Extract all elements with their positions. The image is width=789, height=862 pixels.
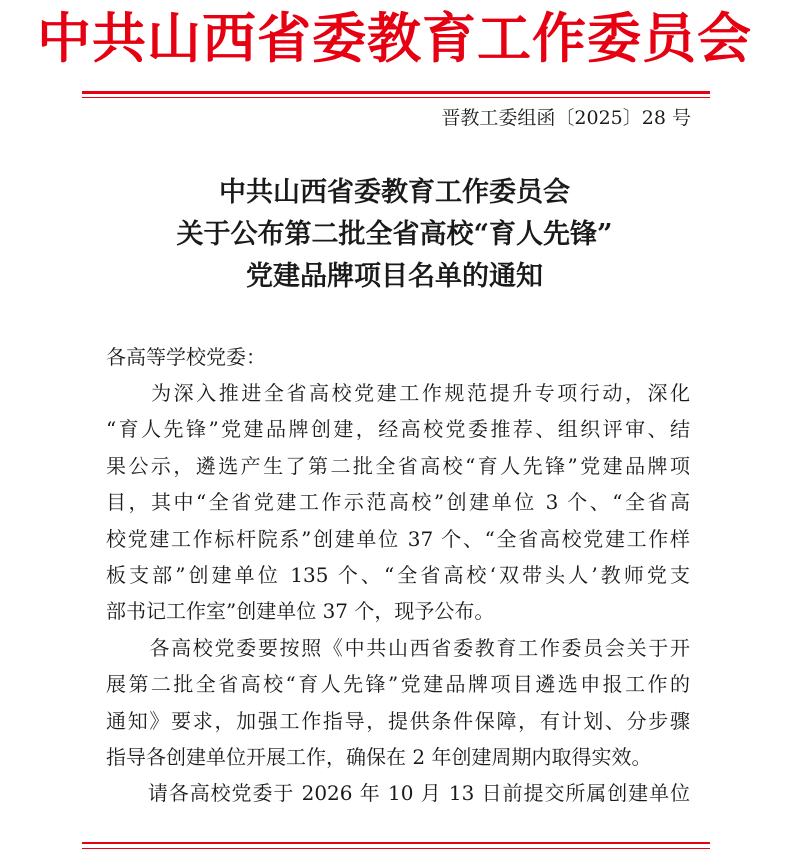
body-line: 展第二批全省高校“育人先锋”党建品牌项目遴选申报工作的 [106, 672, 690, 697]
body-line: 部书记工作室”创建单位 37 个，现予公布。 [106, 599, 495, 624]
body-line: 果公示，遴选产生了第二批全省高校“育人先锋”党建品牌项 [106, 453, 690, 478]
body-text [106, 375, 690, 812]
paragraph-1 [106, 375, 690, 630]
masthead-org-name: 中共山西省委教育工作委员会 [37, 6, 752, 70]
title-line-3: 党建品牌项目名单的通知 [246, 261, 543, 292]
body-line: 通知》要求，加强工作指导，提供条件保障，有计划、分步骤 [106, 708, 690, 733]
body-line: 为深入推进全省高校党建工作规范提升专项行动，深化 [106, 381, 690, 405]
body-line: 各高校党委要按照《中共山西省委教育工作委员会关于开 [106, 635, 690, 660]
footer-red-rule-thin [82, 848, 710, 849]
body-line: 指导各创建单位开展工作，确保在 2 年创建周期内取得实效。 [106, 744, 652, 769]
masthead-red-rule [82, 91, 710, 94]
body-line: 请各高校党委于 2026 年 10 月 13 日前提交所属创建单位 [106, 781, 690, 806]
body-line: 校党建工作标杆院系”创建单位 37 个、“全省高校党建工作样 [106, 526, 690, 551]
body-line: “育人先锋”党建品牌创建，经高校党委推荐、组织评审、结 [106, 417, 690, 442]
paragraph-3 [106, 775, 690, 811]
document-title [0, 172, 789, 298]
salutation: 各高等学校党委： [106, 345, 266, 369]
footer-red-rule [82, 842, 710, 844]
paragraph-2 [106, 630, 690, 776]
title-line-2: 关于公布第二批全省高校“育人先锋” [176, 219, 613, 250]
document-number: 晋教工委组函〔2025〕28 号 [441, 107, 691, 129]
masthead-red-rule-thin [82, 97, 710, 98]
title-line-1: 中共山西省委教育工作委员会 [219, 177, 570, 208]
body-line: 板支部”创建单位 135 个、“全省高校‘双带头人’教师党支 [106, 562, 690, 587]
body-line: 目，其中“全省党建工作示范高校”创建单位 3 个、“全省高 [106, 490, 690, 515]
